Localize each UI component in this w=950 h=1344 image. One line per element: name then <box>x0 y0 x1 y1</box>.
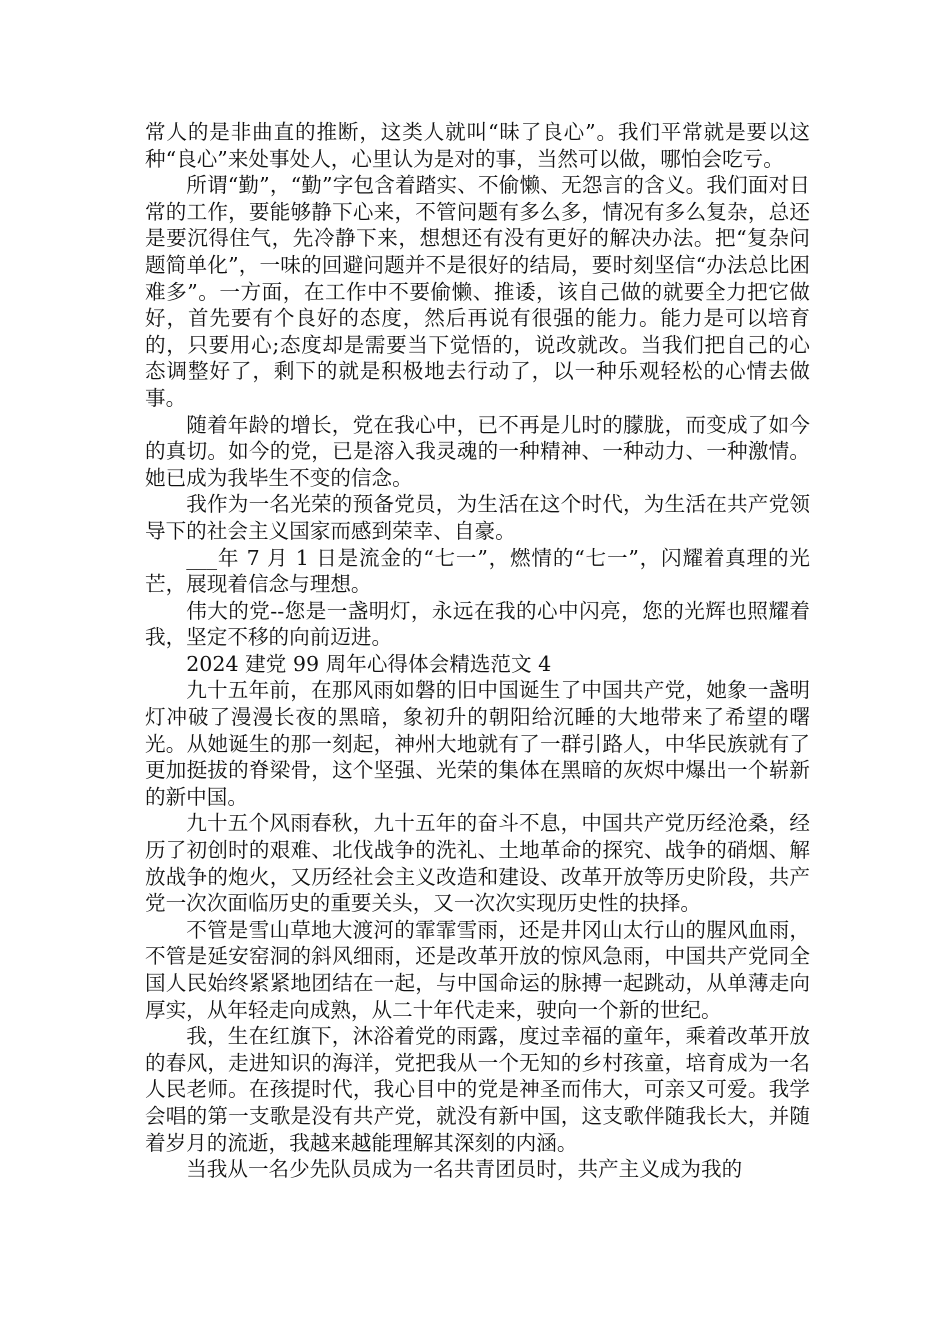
paragraph: 伟大的党--您是一盏明灯，永远在我的心中闪亮，您的光辉也照耀着我，坚定不移的向前迈进。 <box>145 598 810 650</box>
paragraph: 所谓“勤”，“勤”字包含着踏实、不偷懒、无怨言的含义。我们面对日常的工作，要能够静下心来，不管问题有多么多，情况有多么复杂，总还是要沉得住气，先冷静下来，想想还有没有更好的解决办法。把“复杂问题简单化”，一味的回避问题并不是很好的结局，要时刻坚信“办法总比困难多”。一方面，在工作中不要偷懒、推诿，该自己做的就要全力把它做好，首先要有个良好的态度，然后再说有很强的能力。能力是可以培育的，只要用心;态度却是需要当下觉悟的，说改就改。当我们把自己的心态调整好了，剩下的就是积极地去行动了，以一种乐观轻松的心情去做事。 <box>145 173 810 410</box>
paragraph: 我作为一名光荣的预备党员，为生活在这个时代，为生活在共产党领导下的社会主义国家而感到荣幸、自豪。 <box>145 492 810 543</box>
paragraph: 当我从一名少先队员成为一名共青团员时，共产主义成为我的 <box>186 1157 743 1182</box>
paragraph: ___年 7 月 1 日是流金的“七一”，燃情的“七一”，闪耀着真理的光芒，展现着信念与理想。 <box>145 545 810 597</box>
paragraph: 随着年龄的增长，党在我心中，已不再是儿时的朦胧，而变成了如今的真切。如今的党，已是溶入我灵魂的一种精神、一种动力、一种激情。她已成为我毕生不变的信念。 <box>145 412 810 490</box>
paragraph: 我，生在红旗下，沐浴着党的雨露，度过幸福的童年，乘着改革开放的春风，走进知识的海洋，党把我从一个无知的乡村孩童，培育成为一名人民老师。在孩提时代，我心目中的党是神圣而伟大，可亲又可爱。我学会唱的第一支歌是没有共产党，就没有新中国，这支歌伴随我长大，并随着岁月的流逝，我越来越能理解其深刻的内涵。 <box>145 1024 810 1155</box>
document-page <box>145 119 810 1183</box>
paragraph: 不管是雪山草地大渡河的霏霏雪雨，还是井冈山太行山的腥风血雨，不管是延安窑洞的斜风细雨，还是改革开放的惊风急雨，中国共产党同全国人民始终紧紧地团结在一起，与中国命运的脉搏一起跳动，从单薄走向厚实，从年轻走向成熟，从二十年代走来，驶向一个新的世纪。 <box>145 917 810 1022</box>
paragraph: 常人的是非曲直的推断，这类人就叫“昧了良心”。我们平常就是要以这种“良心”来处事处人，心里认为是对的事，当然可以做，哪怕会吃亏。 <box>145 120 810 171</box>
paragraph: 九十五个风雨春秋，九十五年的奋斗不息，中国共产党历经沧桑，经历了初创时的艰难、北伐战争的洗礼、土地革命的探究、战争的硝烟、解放战争的炮火，又历经社会主义改造和建设、改革开放等历史阶段，共产党一次次面临历史的重要关头，又一次次实现历史性的抉择。 <box>145 811 810 916</box>
paragraph: 九十五年前，在那风雨如磐的旧中国诞生了中国共产党，她象一盏明灯冲破了漫漫长夜的黑暗，象初升的朝阳给沉睡的大地带来了希望的曙光。从她诞生的那一刻起，神州大地就有了一群引路人，中华民族就有了更加挺拔的脊梁骨，这个坚强、光荣的集体在黑暗的灰烬中爆出一个崭新的新中国。 <box>145 678 810 809</box>
section-heading: 2024 建党 99 周年心得体会精选范文 4 <box>186 651 552 676</box>
